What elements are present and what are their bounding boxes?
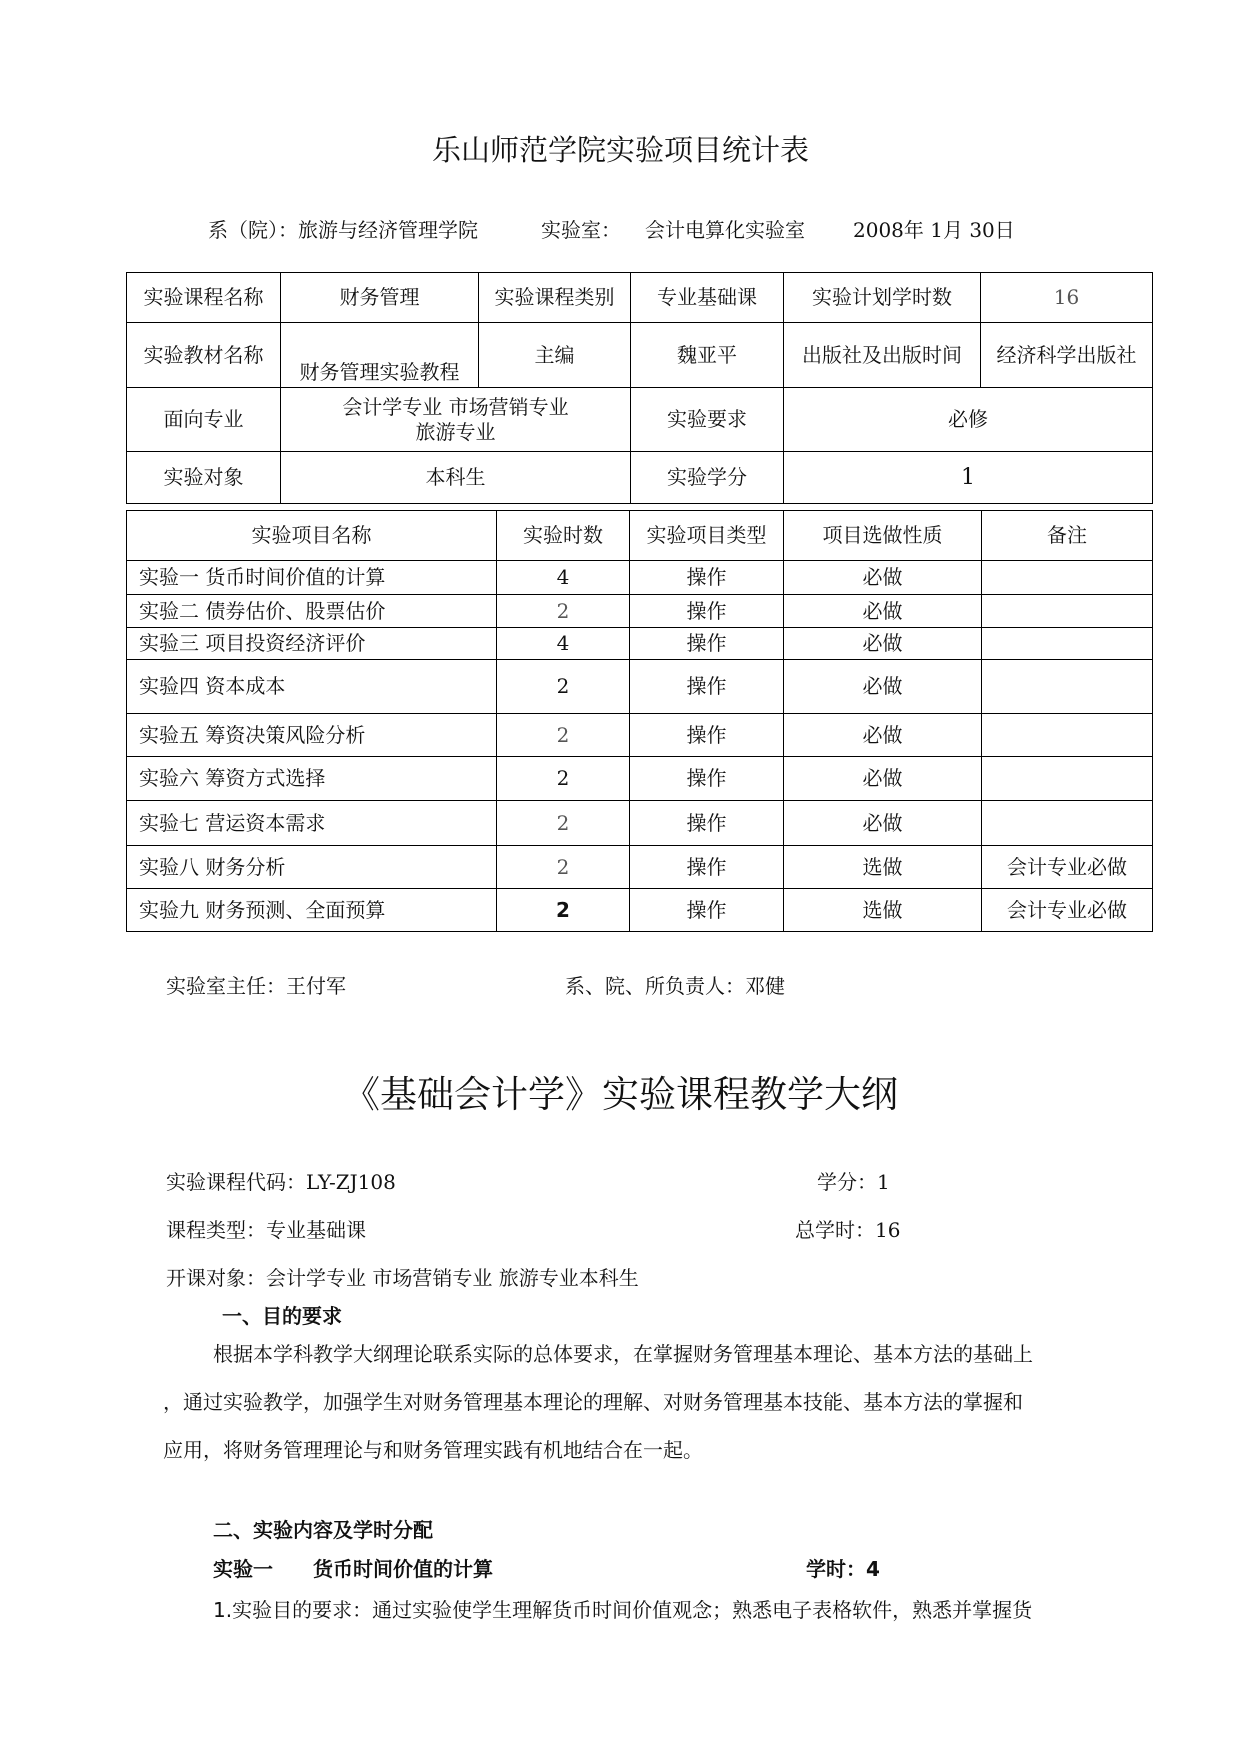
course-credits: 学分：1 bbox=[817, 1170, 890, 1194]
target-major-line-1: 会计学专业 市场营销专业 bbox=[342, 394, 569, 419]
project-nature: 必做 bbox=[784, 660, 982, 714]
project-type: 操作 bbox=[630, 628, 784, 660]
project-name: 实验四 资本成本 bbox=[127, 660, 497, 714]
table-row bbox=[127, 757, 1153, 801]
project-hours: 4 bbox=[497, 561, 630, 595]
project-remarks: 会计专业必做 bbox=[982, 889, 1153, 932]
section-1-line-1: 根据本学科教学大纲理论联系实际的总体要求，在掌握财务管理基本理论、基本方法的基础上 bbox=[213, 1342, 1033, 1366]
experiment-1-item-text: 实验目的要求：通过实验使学生理解货币时间价值观念；熟悉电子表格软件，熟悉并掌握货 bbox=[232, 1598, 1033, 1622]
project-remarks: 会计专业必做 bbox=[982, 846, 1153, 889]
project-type: 操作 bbox=[630, 757, 784, 801]
course-name-label: 实验课程名称 bbox=[127, 273, 281, 323]
project-remarks bbox=[982, 561, 1153, 595]
credits-label: 实验学分 bbox=[631, 452, 784, 504]
page-title: 乐山师范学院实验项目统计表 bbox=[431, 133, 809, 167]
project-name: 实验三 项目投资经济评价 bbox=[127, 628, 497, 660]
header-project-name: 实验项目名称 bbox=[127, 511, 497, 561]
table-row bbox=[127, 889, 1153, 932]
course-category-label: 实验课程类别 bbox=[479, 273, 631, 323]
table-row bbox=[127, 628, 1153, 660]
project-remarks bbox=[982, 757, 1153, 801]
project-name: 实验八 财务分析 bbox=[127, 846, 497, 889]
target-major-label: 面向专业 bbox=[127, 388, 281, 452]
section-1-heading: 一、目的要求 bbox=[222, 1304, 342, 1328]
project-hours: 2 bbox=[497, 801, 630, 846]
header-nature: 项目选做性质 bbox=[784, 511, 982, 561]
audience-value: 本科生 bbox=[281, 452, 631, 504]
project-nature: 必做 bbox=[784, 801, 982, 846]
course-name-value: 财务管理 bbox=[281, 273, 479, 323]
table-row bbox=[127, 846, 1153, 889]
experiment-1-hours: 学时：4 bbox=[806, 1557, 880, 1581]
project-nature: 选做 bbox=[784, 889, 982, 932]
project-name: 实验二 债券估价、股票估价 bbox=[127, 595, 497, 628]
credits-value: 1 bbox=[784, 452, 1153, 504]
course-row-1 bbox=[127, 273, 1153, 323]
course-audience: 开课对象：会计学专业 市场营销专业 旅游专业本科生 bbox=[166, 1266, 639, 1290]
section-1-line-2: ，通过实验教学，加强学生对财务管理基本理论的理解、对财务管理基本技能、基本方法的掌握和 bbox=[163, 1390, 1023, 1414]
project-type: 操作 bbox=[630, 889, 784, 932]
header-remarks: 备注 bbox=[982, 511, 1153, 561]
textbook-value: 财务管理实验教程 bbox=[281, 323, 479, 388]
requirement-label: 实验要求 bbox=[631, 388, 784, 452]
course-info-table bbox=[126, 272, 1153, 504]
experiment-1-item bbox=[213, 1594, 1032, 1623]
publisher-label: 出版社及出版时间 bbox=[784, 323, 981, 388]
requirement-value: 必修 bbox=[784, 388, 1153, 452]
project-type: 操作 bbox=[630, 595, 784, 628]
department-label: 系（院）：旅游与经济管理学院 bbox=[208, 218, 478, 242]
table-row bbox=[127, 714, 1153, 757]
course-row-4 bbox=[127, 452, 1153, 504]
project-nature: 必做 bbox=[784, 595, 982, 628]
audience-label: 实验对象 bbox=[127, 452, 281, 504]
project-type: 操作 bbox=[630, 561, 784, 595]
project-remarks bbox=[982, 595, 1153, 628]
project-nature: 必做 bbox=[784, 757, 982, 801]
editor-label: 主编 bbox=[479, 323, 631, 388]
project-type: 操作 bbox=[630, 714, 784, 757]
experiment-1-label: 实验一 bbox=[213, 1557, 273, 1581]
project-name: 实验五 筹资决策风险分析 bbox=[127, 714, 497, 757]
publisher-value: 经济科学出版社 bbox=[981, 323, 1153, 388]
project-remarks bbox=[982, 714, 1153, 757]
target-major-line-2: 旅游专业 bbox=[415, 419, 496, 444]
project-hours: 2 bbox=[497, 595, 630, 628]
project-remarks bbox=[982, 801, 1153, 846]
project-nature: 选做 bbox=[784, 846, 982, 889]
project-name: 实验六 筹资方式选择 bbox=[127, 757, 497, 801]
project-hours: 2 bbox=[497, 889, 630, 932]
experiment-1-item-number: 1. bbox=[213, 1598, 233, 1622]
project-hours: 2 bbox=[497, 660, 630, 714]
project-hours: 2 bbox=[497, 846, 630, 889]
course-code: 实验课程代码：LY-ZJ108 bbox=[166, 1170, 396, 1194]
target-major-value bbox=[281, 388, 631, 452]
project-hours: 4 bbox=[497, 628, 630, 660]
syllabus-title: 《基础会计学》实验课程教学大纲 bbox=[343, 1073, 898, 1116]
course-total-hours: 总学时：16 bbox=[795, 1218, 901, 1242]
project-nature: 必做 bbox=[784, 628, 982, 660]
experiment-1-title: 货币时间价值的计算 bbox=[313, 1557, 493, 1581]
project-hours: 2 bbox=[497, 714, 630, 757]
project-remarks bbox=[982, 628, 1153, 660]
table-row bbox=[127, 561, 1153, 595]
course-type: 课程类型：专业基础课 bbox=[166, 1218, 366, 1242]
projects-header-row bbox=[127, 511, 1153, 561]
project-nature: 必做 bbox=[784, 561, 982, 595]
project-name: 实验七 营运资本需求 bbox=[127, 801, 497, 846]
header-hours: 实验时数 bbox=[497, 511, 630, 561]
projects-table bbox=[126, 510, 1153, 932]
project-type: 操作 bbox=[630, 846, 784, 889]
date-label: 2008年 1月 30日 bbox=[853, 218, 1015, 242]
table-row bbox=[127, 660, 1153, 714]
lab-director-signature: 实验室主任：王付军 bbox=[166, 974, 346, 998]
course-row-2 bbox=[127, 323, 1153, 388]
planned-hours-value: 16 bbox=[981, 273, 1153, 323]
section-2-heading: 二、实验内容及学时分配 bbox=[213, 1518, 433, 1542]
project-remarks bbox=[982, 660, 1153, 714]
planned-hours-label: 实验计划学时数 bbox=[784, 273, 981, 323]
course-category-value: 专业基础课 bbox=[631, 273, 784, 323]
section-1-body bbox=[163, 1330, 1113, 1474]
lab-label: 实验室： bbox=[541, 218, 621, 242]
section-1-line-3: 应用，将财务管理理论与和财务管理实践有机地结合在一起。 bbox=[163, 1438, 703, 1462]
project-nature: 必做 bbox=[784, 714, 982, 757]
course-row-3 bbox=[127, 388, 1153, 452]
header-type: 实验项目类型 bbox=[630, 511, 784, 561]
project-type: 操作 bbox=[630, 801, 784, 846]
project-name: 实验九 财务预测、全面预算 bbox=[127, 889, 497, 932]
responsible-person-signature: 系、院、所负责人：邓健 bbox=[565, 974, 785, 998]
textbook-label: 实验教材名称 bbox=[127, 323, 281, 388]
table-row bbox=[127, 801, 1153, 846]
project-hours: 2 bbox=[497, 757, 630, 801]
lab-name: 会计电算化实验室 bbox=[645, 218, 805, 242]
table-row bbox=[127, 595, 1153, 628]
project-name: 实验一 货币时间价值的计算 bbox=[127, 561, 497, 595]
project-type: 操作 bbox=[630, 660, 784, 714]
editor-value: 魏亚平 bbox=[631, 323, 784, 388]
